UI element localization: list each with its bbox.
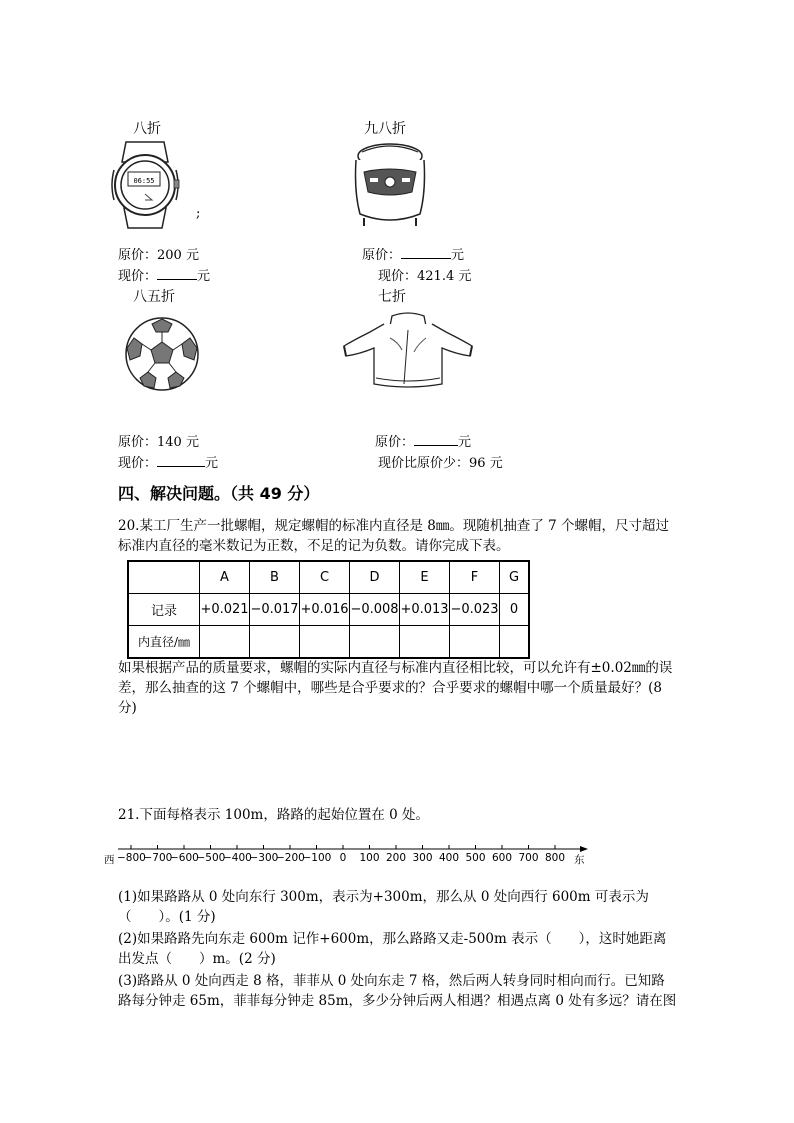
unit: 元 <box>197 269 211 284</box>
table-header-cell: F <box>450 561 500 594</box>
answer-blank[interactable] <box>414 433 458 446</box>
price-difference-label: 现价比原价少： <box>378 456 470 471</box>
number-line-tick-label: 800 <box>544 852 566 864</box>
original-price-value: 200 元 <box>157 248 199 263</box>
table-header-cell: C <box>300 561 350 594</box>
soccer-ball-icon <box>124 316 200 392</box>
original-price-label: 原价： <box>362 248 402 263</box>
product-2-line2 <box>378 265 471 284</box>
answer-cell[interactable] <box>200 626 250 659</box>
table-cell: +0.016 <box>300 594 350 626</box>
answer-cell[interactable] <box>250 626 300 659</box>
number-line-tick-label: 300 <box>412 852 433 864</box>
number-line-tick-label: −800 <box>117 852 146 864</box>
table-cell: −0.008 <box>350 594 400 626</box>
original-price-value: 140 元 <box>157 435 199 450</box>
number-line-tick-label: 200 <box>385 852 407 864</box>
table-row <box>128 626 529 659</box>
price-difference-value: 96 元 <box>469 456 503 471</box>
unit: 元 <box>451 248 465 263</box>
product-3-line1 <box>118 431 199 450</box>
table-header-cell <box>128 561 200 594</box>
discount-label-rice-cooker: 九八折 <box>364 121 406 137</box>
number-line-tick-label: 500 <box>465 852 486 864</box>
table-header-cell: B <box>250 561 300 594</box>
table-cell: −0.023 <box>450 594 500 626</box>
number-line-tick-label: −300 <box>249 852 279 864</box>
product-4-line1 <box>375 431 471 450</box>
q20-question: 如果根据产品的质量要求，螺帽的实际内直径与标准内直径相比较，可以允许有±0.02㎜的误差，那么抽查的这 7 个螺帽中，哪些是合乎要求的？合乎要求的螺帽中哪一个质量最好？(8 分) <box>118 660 673 716</box>
product-1-line1 <box>118 244 199 263</box>
row-label: 内直径/㎜ <box>128 626 200 659</box>
number-line-tick-label: 700 <box>518 852 539 864</box>
record-table <box>127 560 530 659</box>
original-price-label: 原价： <box>118 248 158 263</box>
unit: 元 <box>205 456 219 471</box>
discount-label-jacket: 七折 <box>378 289 406 305</box>
answer-cell[interactable] <box>450 626 500 659</box>
q21-sub2: (2)如果路路先向东走 600m 记作+600m，那么路路又走-500m 表示（ ），这时她距离出发点（ ）m。(2 分) <box>118 931 667 967</box>
number-line-tick-label: 400 <box>438 852 460 864</box>
answer-cell[interactable] <box>300 626 350 659</box>
rice-cooker-icon <box>350 142 430 230</box>
number-line-tick-label: −200 <box>276 852 305 864</box>
discount-label-watch: 八折 <box>133 121 161 137</box>
row-label: 记录 <box>128 594 200 626</box>
q21-intro: 21.下面每格表示 100m，路路的起始位置在 0 处。 <box>118 807 430 823</box>
product-4-line2 <box>378 452 503 471</box>
watch-display-text: 06:55 <box>133 177 155 185</box>
table-row <box>128 594 529 626</box>
table-cell: +0.013 <box>400 594 450 626</box>
number-line-tick-label: −100 <box>302 852 332 864</box>
unit: 元 <box>458 435 472 450</box>
product-3-line2 <box>118 452 218 471</box>
current-price-label: 现价： <box>378 269 418 284</box>
discount-label-soccer-ball: 八五折 <box>133 289 175 305</box>
answer-cell[interactable] <box>500 626 530 659</box>
original-price-label: 原价： <box>118 435 158 450</box>
east-label: 东 <box>574 854 585 866</box>
current-price-label: 现价： <box>118 269 158 284</box>
answer-blank[interactable] <box>157 454 205 467</box>
number-line-tick-label: −600 <box>170 852 199 864</box>
q21-sub3: (3)路路从 0 处向西走 8 格，菲菲从 0 处向东走 7 格，然后两人转身同时相向而行。已知路路每分钟走 65m，菲菲每分钟走 85m，多少分钟后两人相遇？相遇点离 0 处有多远？请在图 <box>118 973 677 1009</box>
answer-blank[interactable] <box>401 246 451 259</box>
answer-cell[interactable] <box>350 626 400 659</box>
product-1-line2 <box>118 265 210 284</box>
table-header-cell: D <box>350 561 400 594</box>
current-price-label: 现价： <box>118 456 158 471</box>
table-header-cell: A <box>200 561 250 594</box>
watch-icon <box>106 140 186 230</box>
number-line-tick-label: 600 <box>491 852 513 864</box>
product-2-line1 <box>362 244 464 263</box>
q20-intro: 20.某工厂生产一批螺帽，规定螺帽的标准内直径是 8㎜。现随机抽查了 7 个螺帽，尺寸超过标准内直径的毫米数记为正数，不足的记为负数。请你完成下表。 <box>118 518 670 554</box>
number-line-tick-label: 100 <box>359 852 380 864</box>
stray-mark: ; <box>196 206 201 221</box>
table-header-row <box>128 561 529 594</box>
table-cell: 0 <box>500 594 530 626</box>
table-cell: −0.017 <box>250 594 300 626</box>
original-price-label: 原价： <box>375 435 415 450</box>
table-header-cell: G <box>500 561 530 594</box>
table-cell: +0.021 <box>200 594 250 626</box>
number-line-tick-label: 0 <box>339 852 347 864</box>
answer-cell[interactable] <box>400 626 450 659</box>
table-header-cell: E <box>400 561 450 594</box>
west-label: 西 <box>104 854 115 866</box>
q21-sub1: (1)如果路路从 0 处向东行 300m，表示为+300m，那么从 0 处向西行 600m 可表示为（ ）。(1 分) <box>118 889 649 925</box>
number-line-tick-label: −400 <box>223 852 252 864</box>
number-line-tick-label: −500 <box>196 852 226 864</box>
answer-blank[interactable] <box>157 267 197 280</box>
number-line-tick-label: −700 <box>143 852 173 864</box>
jacket-icon <box>340 310 476 390</box>
current-price-value: 421.4 元 <box>417 269 472 284</box>
section-heading: 四、解决问题。（共 49 分） <box>118 484 320 503</box>
